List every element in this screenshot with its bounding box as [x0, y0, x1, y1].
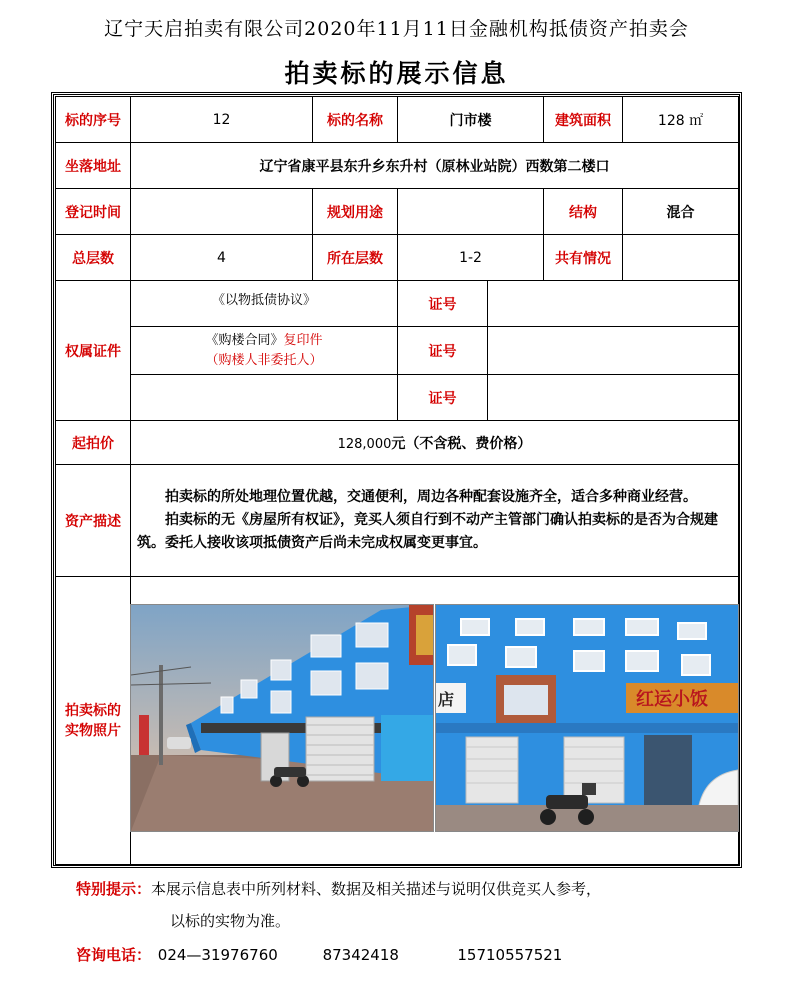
- floor-value: 1-2: [398, 235, 544, 281]
- struct-label: 结构: [544, 189, 623, 235]
- floor-label: 所在层数: [313, 235, 398, 281]
- phone-3: 15710557521: [457, 946, 563, 964]
- reg-label: 登记时间: [56, 189, 131, 235]
- photos-label-line1: 拍卖标的: [65, 702, 121, 719]
- use-value: [398, 189, 544, 235]
- use-label: 规划用途: [313, 189, 398, 235]
- name-value: 门市楼: [398, 97, 544, 143]
- photos-label-line2: 实物照片: [65, 722, 121, 739]
- ownership-label: 权属证件: [56, 281, 131, 421]
- shared-label: 共有情况: [544, 235, 623, 281]
- cert-value-2: [488, 327, 739, 375]
- notice-line2: 以标的实物为准。: [170, 912, 291, 930]
- doc-title-2: 《购楼合同》: [205, 332, 284, 348]
- shared-value: [623, 235, 739, 281]
- description-para-2: 拍卖标的无《房屋所有权证》，竞买人须自行到不动产主管部门确认拍卖标的是否为合规建筑。委托人接收该项抵债资产后尚未完成权属变更事宜。: [137, 512, 718, 551]
- cert-value-3: [488, 375, 739, 421]
- cert-label-1: 证号: [398, 281, 488, 327]
- price-label: 起拍价: [56, 421, 131, 465]
- seq-value: 12: [131, 97, 313, 143]
- doc-name-2: [131, 327, 398, 375]
- area-value: 128 ㎡: [623, 97, 739, 143]
- phone-label: 咨询电话：: [76, 946, 152, 964]
- photos-label: [56, 577, 131, 865]
- doc-note2-2: （购楼人非委托人）: [205, 352, 323, 368]
- special-notice: [76, 878, 601, 899]
- description-body: [131, 465, 739, 577]
- page-title: 拍卖标的展示信息: [284, 59, 509, 88]
- shop-sign-left: 店: [438, 690, 455, 709]
- shop-sign-right: 红运小饭: [636, 689, 708, 710]
- doc-name-3: [131, 375, 398, 421]
- location-label: 坐落地址: [56, 143, 131, 189]
- struct-value: 混合: [623, 189, 739, 235]
- seq-label: 标的序号: [56, 97, 131, 143]
- cert-value-1: [488, 281, 739, 327]
- notice-line1: 本展示信息表中所列材料、数据及相关描述与说明仅供竞买人参考，: [151, 880, 602, 898]
- property-photo-left: [130, 604, 434, 832]
- description-label: 资产描述: [56, 465, 131, 577]
- price-text: 元（不含税、费价格）: [391, 435, 532, 452]
- doc-note-2: 复印件: [283, 332, 323, 348]
- description-para-1: 拍卖标的所处地理位置优越，交通便利，周边各种配套设施齐全，适合多种商业经营。: [165, 489, 697, 505]
- cert-label-3: 证号: [398, 375, 488, 421]
- cert-label-2: 证号: [398, 327, 488, 375]
- phone-2: 87342418: [322, 946, 399, 964]
- name-label: 标的名称: [313, 97, 398, 143]
- doc-name-1: [131, 281, 398, 327]
- property-photo-right: [435, 604, 739, 832]
- location-value: 辽宁省康平县东升乡东升村（原林业站院）西数第二楼口: [131, 143, 739, 189]
- auction-header: 辽宁天启拍卖有限公司2020年11月11日金融机构抵债资产拍卖会: [104, 18, 689, 40]
- phone-1: 024—31976760: [157, 946, 278, 964]
- area-label: 建筑面积: [544, 97, 623, 143]
- reg-value: [131, 189, 313, 235]
- doc-title-1: 《以物抵债协议》: [211, 293, 316, 308]
- price-value: [131, 421, 739, 465]
- contact-row: [76, 944, 562, 965]
- floors-value: 4: [131, 235, 313, 281]
- price-amount: 128,000: [337, 436, 392, 452]
- notice-label: 特别提示：: [76, 880, 152, 898]
- floors-label: 总层数: [56, 235, 131, 281]
